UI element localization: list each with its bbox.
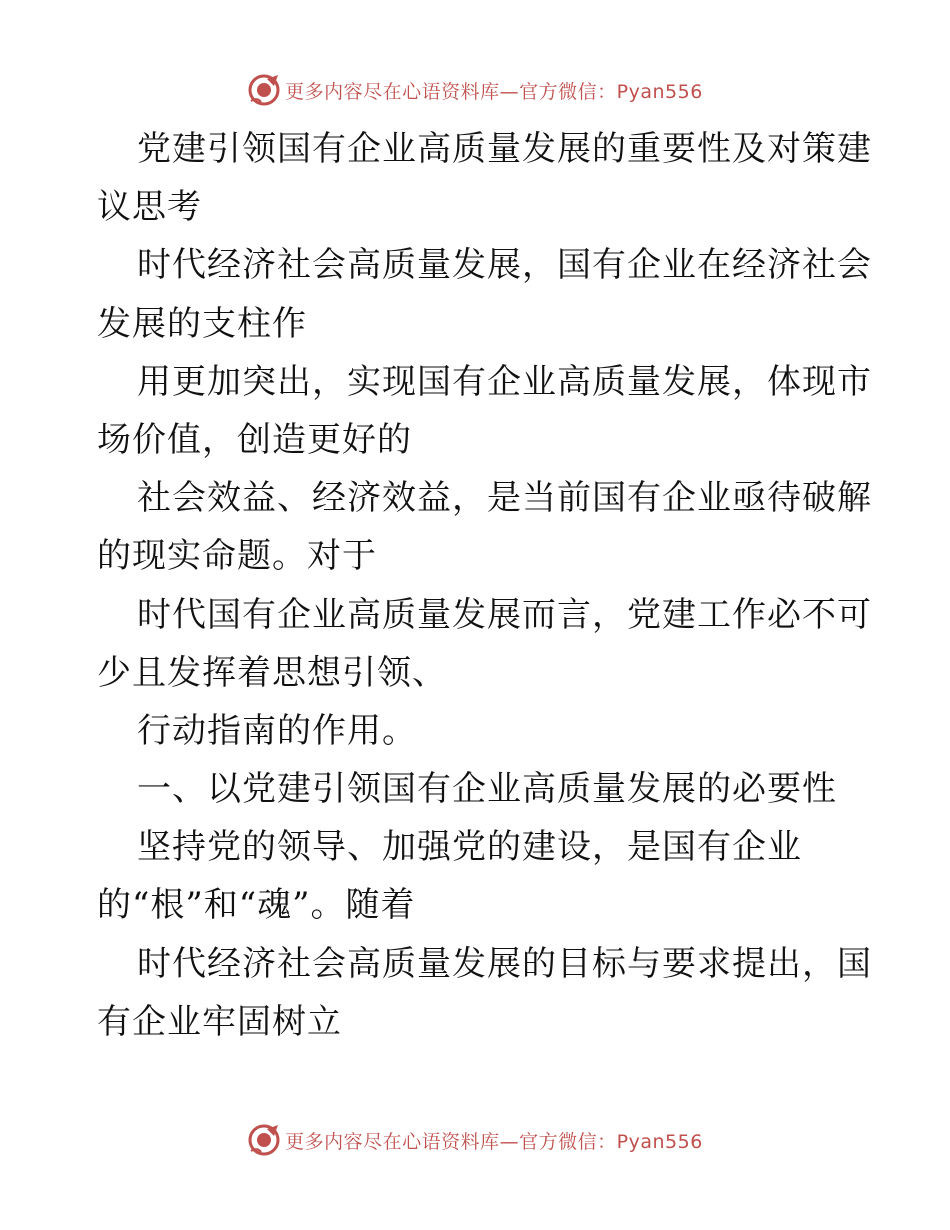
text-line: 社会效益、经济效益，是当前国有企业亟待破解 bbox=[137, 478, 872, 519]
text-line: 的“根”和“魂”。随着 bbox=[97, 885, 416, 926]
text-line: 党建引领国有企业高质量发展的重要性及对策建 bbox=[137, 129, 872, 169]
header-watermark bbox=[0, 70, 950, 110]
pen-circle-logo-icon bbox=[247, 73, 281, 107]
text-line: 时代国有企业高质量发展而言，党建工作必不可 bbox=[137, 594, 872, 635]
footer-watermark bbox=[0, 1120, 950, 1160]
text-line: 议思考 bbox=[97, 187, 202, 228]
text-line: 少且发挥着思想引领、 bbox=[97, 652, 447, 693]
text-line: 发展的支柱作 bbox=[97, 303, 307, 344]
text-line: 有企业牢固树立 bbox=[97, 1001, 342, 1042]
text-line: 行动指南的作用。 bbox=[137, 710, 417, 751]
text-line: 用更加突出，实现国有企业高质量发展，体现市 bbox=[137, 361, 872, 402]
text-line: 场价值，创造更好的 bbox=[97, 419, 412, 460]
pen-circle-logo-icon bbox=[247, 1123, 281, 1157]
text-line: 坚持党的领导、加强党的建设，是国有企业 bbox=[137, 827, 802, 868]
text-line: 一、以党建引领国有企业高质量发展的必要性 bbox=[137, 769, 837, 810]
text-line: 的现实命题。对于 bbox=[97, 536, 377, 577]
watermark-text: 更多内容尽在心语资料库—官方微信：Pyan556 bbox=[285, 80, 703, 103]
text-line: 时代经济社会高质量发展，国有企业在经济社会 bbox=[137, 245, 872, 286]
watermark-text: 更多内容尽在心语资料库—官方微信：Pyan556 bbox=[285, 1130, 703, 1153]
text-line: 时代经济社会高质量发展的目标与要求提出，国 bbox=[137, 943, 872, 984]
document-body bbox=[97, 120, 872, 1051]
